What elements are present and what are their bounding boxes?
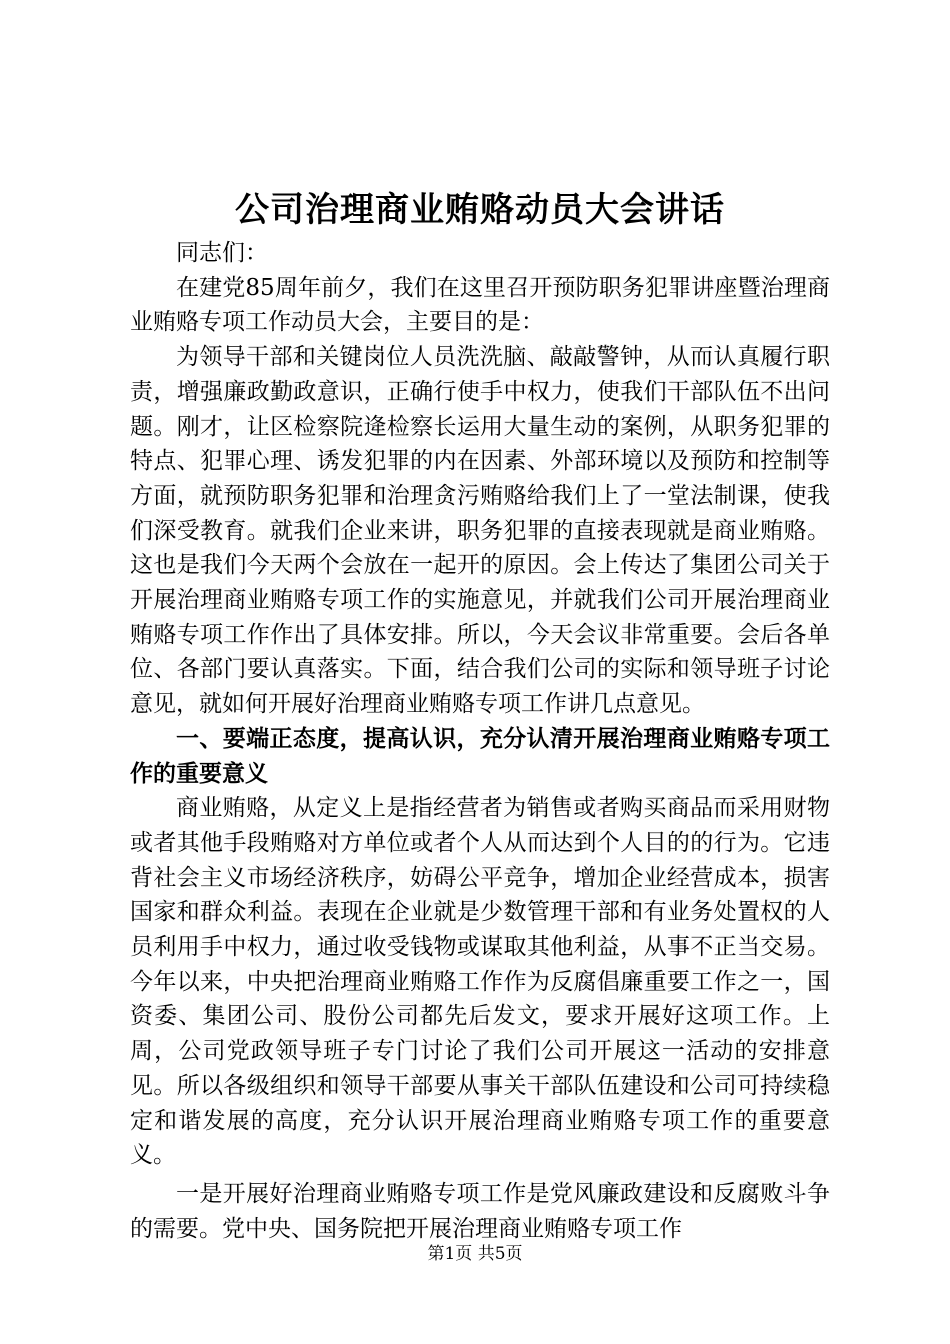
salutation: 同志们： (176, 240, 268, 266)
paragraph-purpose: 为领导干部和关键岗位人员洗洗脑、敲敲警钟，从而认真履行职责，增强廉政勤政意识，正确行使手中权力，使我们干部队伍不出问题。刚才，让区检察院逄检察长运用大量生动的案例，从职务犯罪的特点、犯罪心理、诱发犯罪的内在因素、外部环境以及预防和控制等方面，就预防职务犯罪和治理贪污贿赂给我们上了一堂法制课，使我们深受教育。就我们企业来讲，职务犯罪的直接表现就是商业贿赂。这也是我们今天两个会放在一起开的原因。会上传达了集团公司关于开展治理商业贿赂专项工作的实施意见，并就我们公司开展治理商业贿赂专项工作作出了具体安排。所以，今天会议非常重要。会后各单位、各部门要认真落实。下面，结合我们公司的实际和领导班子讨论意见，就如何开展好治理商业贿赂专项工作讲几点意见。 (130, 344, 830, 718)
paragraph-point-one: 一是开展好治理商业贿赂专项工作是党风廉政建设和反腐败斗争的需要。党中央、国务院把开展治理商业贿赂专项工作 (130, 1180, 830, 1242)
page-footer: 第1页 共5页 (427, 1244, 523, 1264)
document-body (130, 236, 830, 1246)
document-title: 公司治理商业贿赂动员大会讲话 (235, 190, 725, 230)
section-heading: 一、要端正态度，提高认识，充分认清开展治理商业贿赂专项工作的重要意义 (130, 724, 830, 787)
paragraph-definition: 商业贿赂，从定义上是指经营者为销售或者购买商品而采用财物或者其他手段贿赂对方单位或者个人从而达到个人目的的行为。它违背社会主义市场经济秩序，妨碍公平竞争，增加企业经营成本，损害国家和群众利益。表现在企业就是少数管理干部和有业务处置权的人员利用手中权力，通过收受钱物或谋取其他利益，从事不正当交易。今年以来，中央把治理商业贿赂工作作为反腐倡廉重要工作之一，国资委、集团公司、股份公司都先后发文，要求开展好这项工作。上周，公司党政领导班子专门讨论了我们公司开展这一活动的安排意见。所以各级组织和领导干部要从事关干部队伍建设和公司可持续稳定和谐发展的高度，充分认识开展治理商业贿赂专项工作的重要意义。 (130, 795, 830, 1169)
paragraph-intro: 在建党85周年前夕，我们在这里召开预防职务犯罪讲座暨治理商业贿赂专项工作动员大会，主要目的是： (130, 274, 830, 336)
